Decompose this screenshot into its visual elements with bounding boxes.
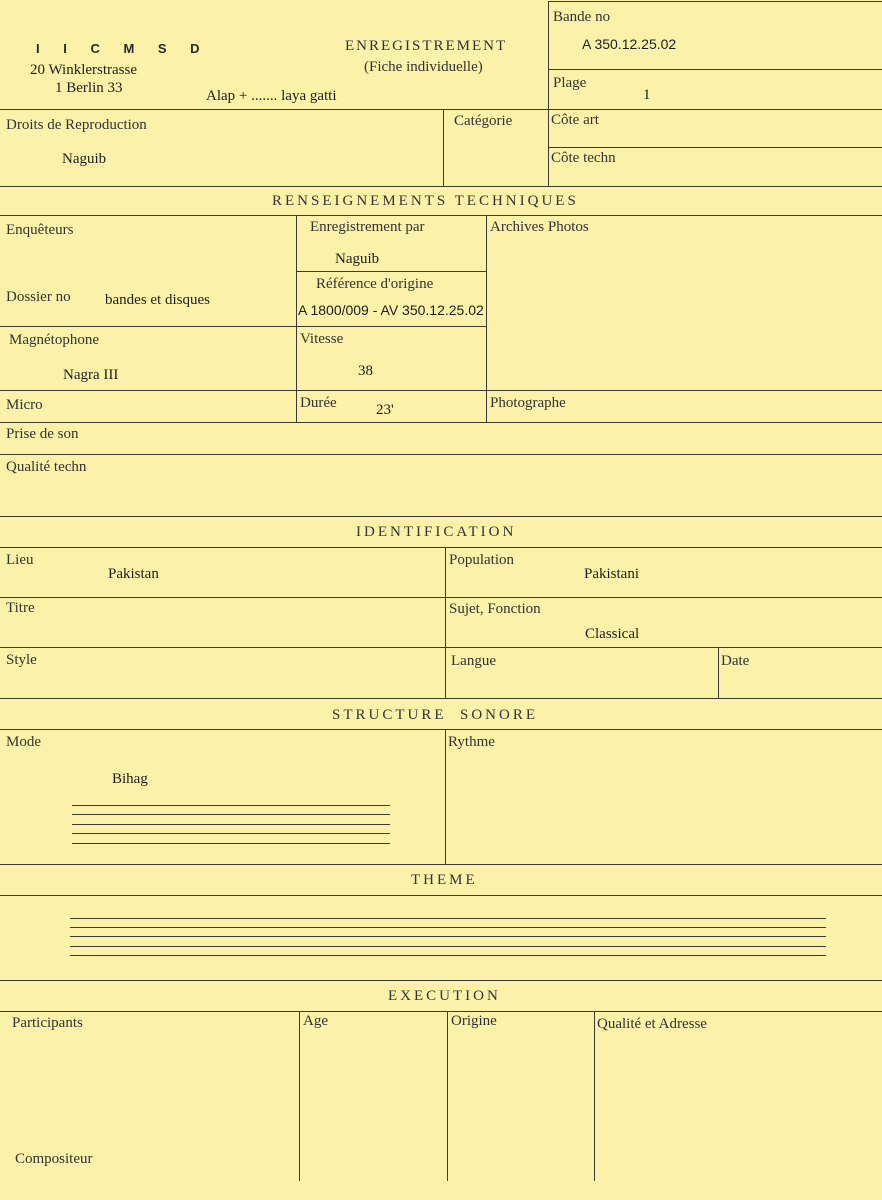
magnetophone-label: Magnétophone xyxy=(9,332,99,348)
vitesse-value: 38 xyxy=(358,363,373,379)
address-line2: 1 Berlin 33 xyxy=(55,80,123,96)
plage-label: Plage xyxy=(553,75,587,91)
rule-dossier-bottom xyxy=(0,326,486,327)
rule-style-bottom xyxy=(0,698,882,699)
age-label: Age xyxy=(303,1013,328,1029)
qualite-techn-label: Qualité techn xyxy=(6,459,87,475)
theme-staff-line xyxy=(70,936,826,937)
theme-staff-line xyxy=(70,927,826,928)
struct-section-title: STRUCTURE SONORE xyxy=(332,707,539,723)
rule-exec-title xyxy=(0,1011,882,1012)
rule-rights-bottom xyxy=(0,186,882,187)
mode-label: Mode xyxy=(6,734,41,750)
form-title: ENREGISTREMENT xyxy=(345,38,508,54)
compositeur-label: Compositeur xyxy=(15,1151,93,1167)
mode-staff-line xyxy=(72,805,390,806)
style-label: Style xyxy=(6,652,37,668)
rule-bande-plage xyxy=(548,69,882,70)
rule-ident-col xyxy=(445,547,446,698)
rythme-label: Rythme xyxy=(448,734,495,750)
droits-label: Droits de Reproduction xyxy=(6,117,147,133)
exec-section-title: EXECUTION xyxy=(388,988,501,1004)
cote-techn-label: Côte techn xyxy=(551,150,616,166)
ident-section-title: IDENTIFICATION xyxy=(356,524,517,540)
rule-magneto-bottom xyxy=(0,390,882,391)
cote-art-label: Côte art xyxy=(551,112,599,128)
reference-label: Référence d'origine xyxy=(316,276,434,292)
enregistrement-par-label: Enregistrement par xyxy=(310,219,425,235)
rule-struct-col xyxy=(445,729,446,864)
rule-top-right xyxy=(548,1,882,2)
dossier-value: bandes et disques xyxy=(105,292,210,308)
dossier-label: Dossier no xyxy=(6,289,71,305)
rule-mode-bottom xyxy=(0,864,882,865)
rule-enreg-ref xyxy=(296,271,486,272)
mode-staff-line xyxy=(72,824,390,825)
photographe-label: Photographe xyxy=(490,395,566,411)
qualite-adresse-label: Qualité et Adresse xyxy=(597,1016,707,1032)
date-label: Date xyxy=(721,653,750,669)
rule-struct-title xyxy=(0,729,882,730)
address-line1: 20 Winklerstrasse xyxy=(30,62,138,78)
rule-tech-col2 xyxy=(486,215,487,422)
bande-label: Bande no xyxy=(553,9,611,25)
vitesse-label: Vitesse xyxy=(300,331,344,347)
theme-staff-line xyxy=(70,955,826,956)
mode-value: Bihag xyxy=(112,771,148,787)
rule-tech-title xyxy=(0,215,882,216)
rule-exec-col2 xyxy=(447,1011,448,1181)
rule-header-bottom xyxy=(0,109,882,110)
plage-value: 1 xyxy=(643,87,651,103)
theme-section-title: THEME xyxy=(411,872,478,888)
population-value: Pakistani xyxy=(584,566,639,582)
enregistrement-par-value: Naguib xyxy=(335,251,380,267)
enqueteurs-label: Enquêteurs xyxy=(6,222,74,238)
lieu-value: Pakistan xyxy=(108,566,159,582)
rule-theme-title xyxy=(0,895,882,896)
rule-right-column xyxy=(548,1,549,186)
participants-label: Participants xyxy=(12,1015,83,1031)
rule-ident-title xyxy=(0,547,882,548)
rule-titre-bottom xyxy=(0,647,882,648)
mode-staff-line xyxy=(72,833,390,834)
theme-staff-line xyxy=(70,946,826,947)
form-subtitle: (Fiche individuelle) xyxy=(364,59,483,75)
categorie-label: Catégorie xyxy=(454,113,513,129)
sujet-label: Sujet, Fonction xyxy=(449,601,541,617)
titre-label: Titre xyxy=(6,600,35,616)
rule-lieu-bottom xyxy=(0,597,882,598)
tech-section-title: RENSEIGNEMENTS TECHNIQUES xyxy=(272,193,579,209)
rule-categorie-left xyxy=(443,109,444,186)
duree-value: 23' xyxy=(376,402,394,418)
reference-value: A 1800/009 - AV 350.12.25.02 xyxy=(298,302,484,318)
lieu-label: Lieu xyxy=(6,552,34,568)
population-label: Population xyxy=(449,552,515,568)
archives-photos-label: Archives Photos xyxy=(490,219,589,235)
sujet-value: Classical xyxy=(585,626,640,642)
rule-exec-col3 xyxy=(594,1011,595,1181)
theme-staff-line xyxy=(70,918,826,919)
rule-qualite-bottom xyxy=(0,516,882,517)
magnetophone-value: Nagra III xyxy=(63,367,119,383)
droits-value: Naguib xyxy=(62,151,107,167)
piece-title: Alap + ....... laya gatti xyxy=(206,88,337,104)
rule-theme-bottom xyxy=(0,980,882,981)
rule-exec-col1 xyxy=(299,1011,300,1181)
rule-date-col xyxy=(718,647,719,698)
duree-label: Durée xyxy=(300,395,337,411)
bande-value: A 350.12.25.02 xyxy=(582,36,677,52)
origine-label: Origine xyxy=(451,1013,497,1029)
rule-cote-split xyxy=(548,147,882,148)
prise-de-son-label: Prise de son xyxy=(6,426,79,442)
mode-staff-line xyxy=(72,843,390,844)
rule-micro-bottom xyxy=(0,422,882,423)
rule-prise-bottom xyxy=(0,454,882,455)
micro-label: Micro xyxy=(6,397,43,413)
rule-tech-col1 xyxy=(296,215,297,422)
org-logo: I I C M S D xyxy=(36,41,210,56)
langue-label: Langue xyxy=(451,653,496,669)
mode-staff-line xyxy=(72,814,390,815)
